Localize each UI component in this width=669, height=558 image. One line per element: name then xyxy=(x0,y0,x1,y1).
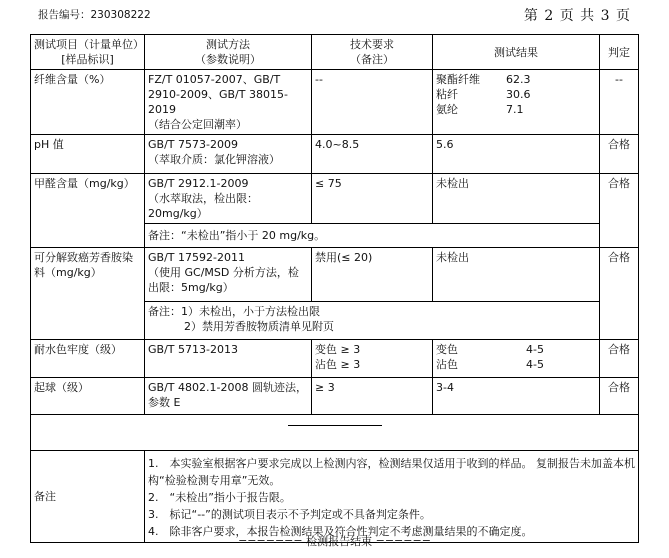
remarks-label: 备注 xyxy=(31,451,145,543)
requirement-cell: ≤ 75 xyxy=(312,174,433,224)
table-row xyxy=(31,70,639,135)
result-cell: 5.6 xyxy=(433,135,600,174)
test-results-table xyxy=(30,34,639,543)
header-result: 测试结果 xyxy=(433,35,600,70)
header-requirement: 技术要求 （备注） xyxy=(312,35,433,70)
item-cell: 可分解致癌芳香胺染料（mg/kg） xyxy=(31,248,145,340)
table-row xyxy=(31,340,639,378)
azo-notes: 备注：1）未检出，小于方法检出限 2）禁用芳香胺物质清单见附页 xyxy=(145,302,600,340)
page-indicator: 第 2 页 共 3 页 xyxy=(523,8,631,24)
judge-cell: -- xyxy=(600,70,639,135)
judge-cell: 合格 xyxy=(600,248,639,340)
header-method: 测试方法 （参数说明） xyxy=(145,35,312,70)
result-cell: 变色 4-5 沾色 4-5 xyxy=(433,340,600,378)
result-cell: 未检出 xyxy=(433,248,600,302)
blank-cell xyxy=(31,415,639,451)
requirement-cell: 变色 ≥ 3 沾色 ≥ 3 xyxy=(312,340,433,378)
judge-cell: 合格 xyxy=(600,174,639,248)
judge-cell: 合格 xyxy=(600,135,639,174)
header-item: 测试项目（计量单位） [样品标识] xyxy=(31,35,145,70)
item-cell: 纤维含量（%） xyxy=(31,70,145,135)
method-cell: GB/T 17592-2011 （使用 GC/MSD 分析方法，检出限：5mg/kg） xyxy=(145,248,312,302)
requirement-cell: -- xyxy=(312,70,433,135)
judge-cell: 合格 xyxy=(600,378,639,415)
method-cell: GB/T 2912.1-2009 （水萃取法，检出限：20mg/kg） xyxy=(145,174,312,224)
table-row xyxy=(31,248,639,302)
blank-row xyxy=(31,415,639,451)
remarks-row xyxy=(31,451,639,543)
item-cell: 耐水色牢度（级） xyxy=(31,340,145,378)
result-cell: 聚酯纤维 62.3 粘纤 30.6 氨纶 7.1 xyxy=(433,70,600,135)
header-judge: 判定 xyxy=(600,35,639,70)
formaldehyde-note: 备注：“未检出”指小于 20 mg/kg。 xyxy=(145,224,600,248)
method-cell: GB/T 7573-2009 （萃取介质：氯化钾溶液） xyxy=(145,135,312,174)
remarks-content: 1. 本实验室根据客户要求完成以上检测内容，检测结果仅适用于收到的样品。 复制报告未加盖本机构“检验检测专用章”无效。 2. “未检出”指小于报告限。 3. 标记“--”的测试项目表示不予判定或不具备判定条件。 4. 除非客户要求，本报告检测结果及符合性判定不考虑测量结果的不确定度。 xyxy=(145,451,639,543)
judge-cell: 合格 xyxy=(600,340,639,378)
result-cell: 未检出 xyxy=(433,174,600,224)
item-cell: 起球（级） xyxy=(31,378,145,415)
item-cell: pH 值 xyxy=(31,135,145,174)
method-cell: FZ/T 01057-2007、GB/T 2910-2009、GB/T 38015-2019 （结合公定回潮率） xyxy=(145,70,312,135)
end-divider-line xyxy=(288,425,382,426)
table-row xyxy=(31,378,639,415)
requirement-cell: ≥ 3 xyxy=(312,378,433,415)
result-cell: 3-4 xyxy=(433,378,600,415)
table-row xyxy=(31,174,639,224)
requirement-cell: 4.0~8.5 xyxy=(312,135,433,174)
report-number: 报告编号：230308222 xyxy=(38,9,151,21)
method-cell: GB/T 4802.1-2008 圆轨迹法， 参数 E xyxy=(145,378,312,415)
requirement-cell: 禁用(≤ 20) xyxy=(312,248,433,302)
item-cell: 甲醛含量（mg/kg） xyxy=(31,174,145,248)
table-header-row xyxy=(31,35,639,70)
report-end-marker: ======= 检测报告结束 ====== xyxy=(238,535,431,548)
method-cell: GB/T 5713-2013 xyxy=(145,340,312,378)
table-row xyxy=(31,135,639,174)
